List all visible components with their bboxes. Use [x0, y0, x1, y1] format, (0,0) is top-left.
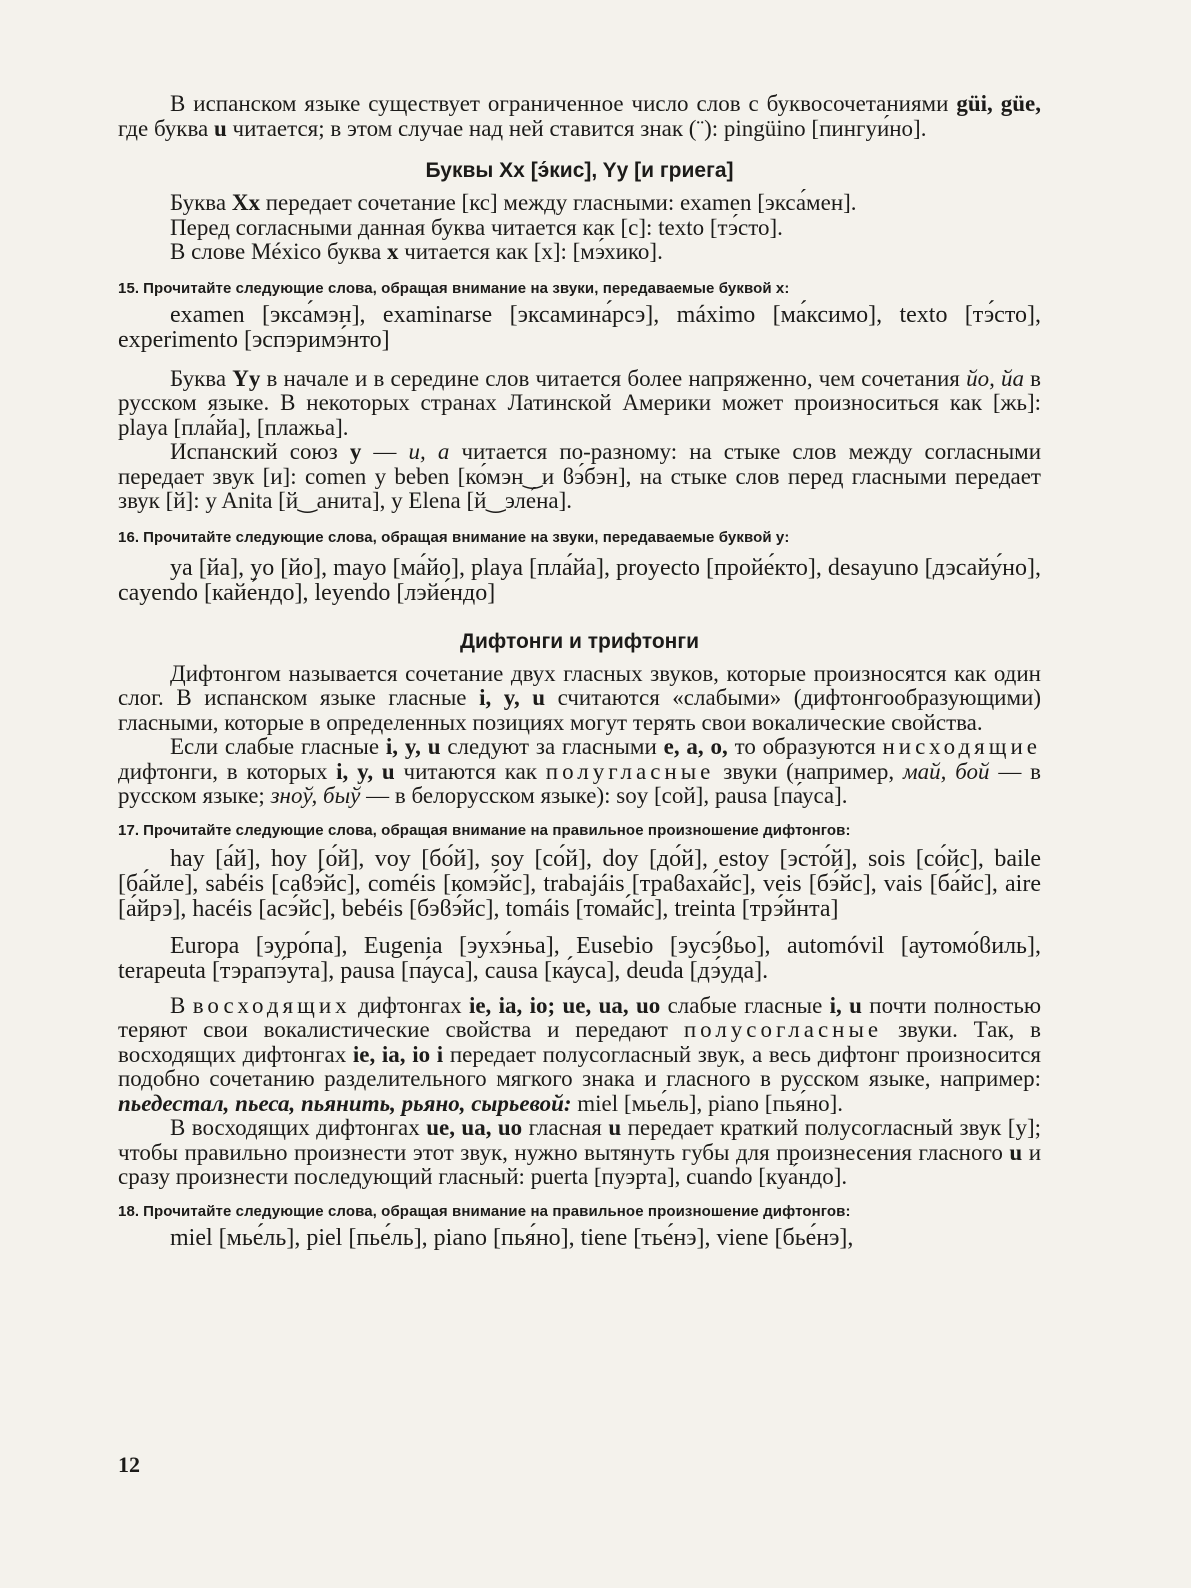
intro-paragraph: В испанском языке существует ограниченное число слов с буквосочетаниями güi, güe, где буква u читается; в этом случае над ней ставится знак (¨): pingüino [пингуи́но]. — [118, 91, 1042, 141]
exercise-15-words: examen [экса́мэн], examinarse [эксамина́рсэ], máximo [ма́ксимо], texto [тэ́сто], experimento [эспэримэ́нто] — [118, 301, 1041, 353]
rising-diphthongs-paragraph-2: В восходящих дифтонгах ue, ua, uo гласная u передает краткий полусогласный звук [у]; чтобы правильно произнести этот звук, нужно вытянуть губы для произнесения гласного u и сразу произнести последующий гласный: puerta [пуэрта], cuando [куа́ндо]. — [118, 1115, 1041, 1189]
exercise-17-words-1: hay [а́й], hoy [о́й], voy [бо́й], soy [со́й], doy [до́й], estoy [эсто́й], sois [со́йс], baile [ба́йле], sabéis [саϐэ́йс], coméis [комэ́йс], trabajáis [траϐаха́йс], veis [бэ́йс], vais [ба́йс], aire [а́йрэ], hacéis [асэ́йс], bebéis [бэϐэ́йс], tomáis [тома́йс], treinta [трэ́йнта] — [118, 845, 1041, 922]
exercise-17-title: 17. Прочитайте следующие слова, обращая внимание на правильное произношение дифтонгов: — [118, 821, 851, 839]
letter-x-line-3: В слове México буква x читается как [х]: [мэ́хико]. — [170, 239, 663, 264]
letter-y-paragraph-1: Буква Yy в начале и в середине слов читается более напряженно, чем сочетания йо, йа в русском языке. В некоторых странах Латинской Америки может произноситься как [жь]: playa [пла́йа], [плажьа]. — [118, 365, 1042, 440]
exercise-16-words: ya [йа], yo [йо], mayo [ма́йо], playa [пла́йа], proyecto [пройе́кто], desayuno [дэсайу́но], cayendo [кайе́ндо], leyendo [лэйе́ндо] — [118, 554, 1041, 606]
diphthong-definition: Дифтонгом называется сочетание двух гласных звуков, которые произносятся как один слог. В испанском языке гласные i, y, u считаются «слабыми» (дифтонгообразующими) гласными, которые в определенных позициях могут терять свои вокалические свойства. — [118, 660, 1041, 735]
page-number: 12 — [118, 1452, 140, 1477]
rising-diphthongs-paragraph-1: В восходящих дифтонгах ie, ia, io; ue, ua, uo слабые гласные i, u почти полностью теряют свои вокалистические свойства и передают полусогласные звуки. Так, в восходящих дифтонгах ie, ia, io i передает полусогласный звук, а весь дифтонг произносится подобно сочетанию разделительного мягкого знака и гласного в русском языке, например: пьедестал, пьеса, пьянить, рьяно, сырьевой: miel [мье́ль], piano [пья́но]. — [118, 992, 1042, 1116]
falling-diphthongs-paragraph: Если слабые гласные i, y, u следуют за гласными e, a, o, то образуются нисходящие дифтонги, в которых i, y, u читаются как полугласные звуки (например, май, бой — в русском языке; зноў, быў — в белорусском языке): soy [сой], pausa [па́уса]. — [118, 734, 1041, 808]
letter-x-line-2: Перед согласными данная буква читается как [с]: texto [тэ́сто]. — [170, 214, 783, 240]
letter-x-line-1: Буква Xx передает сочетание [кс] между гласными: examen [экса́мен]. — [170, 190, 857, 215]
exercise-17-words-2: Europa [эуро́па], Eugenia [эухэ́ньа], Eusebio [эусэ́ϐьо], automóvil [аутомо́ϐиль], terapeuta [тэрапэ́ута], pausa [па́уса], causa [ка́уса], deuda [дэ́уда]. — [118, 932, 1041, 984]
letter-y-paragraph-2: Испанский союз y — и, а читается по-разному: на стыке слов между согласными передает звук [и]: comen y beben [ко́мэн‿и ϐэ́бэн], на стыке слов перед гласными передает звук [й]: y Anita [й‿анита], y Elena [й‿эле́на]. — [118, 439, 1042, 513]
exercise-18-words: miel [мье́ль], piel [пье́ль], piano [пья́но], tiene [тье́нэ], viene [бье́нэ], — [170, 1224, 854, 1251]
heading-diphthongs: Дифтонги и трифтонги — [459, 629, 700, 653]
exercise-16-title: 16. Прочитайте следующие слова, обращая внимание на звуки, передаваемые буквой y: — [118, 528, 790, 546]
exercise-15-title: 15. Прочитайте следующие слова, обращая внимание на звуки, передаваемые буквой x: — [118, 279, 790, 297]
exercise-18-title: 18. Прочитайте следующие слова, обращая внимание на правильное произношение дифтонгов: — [118, 1202, 851, 1220]
heading-letters-x-y: Буквы Xx [э́кис], Yy [и гриега] — [425, 159, 734, 182]
